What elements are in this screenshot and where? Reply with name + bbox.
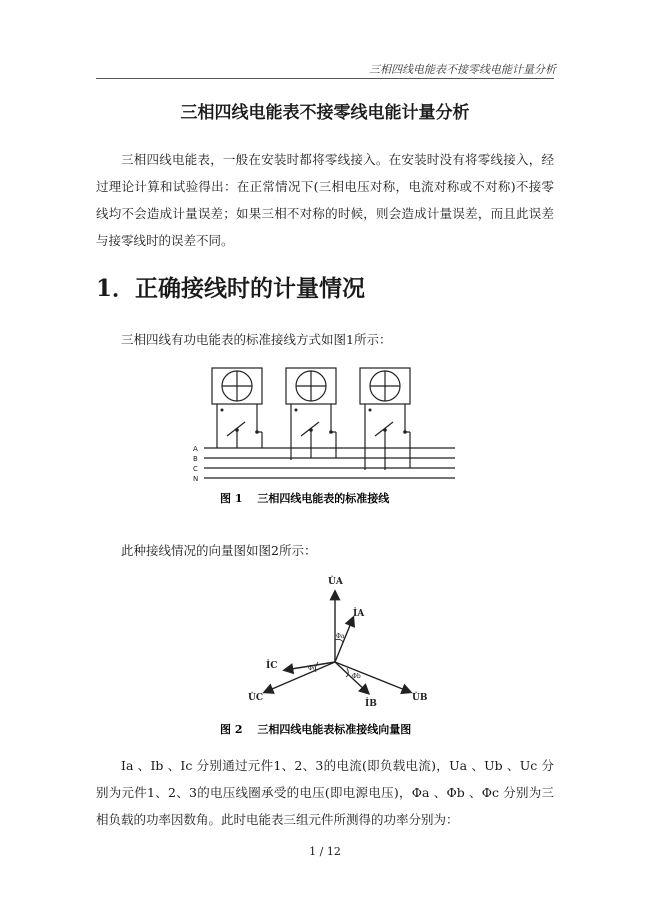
meter-element-1 xyxy=(212,368,262,448)
label-ub: U̇B xyxy=(412,693,428,703)
meter-element-3 xyxy=(360,368,410,470)
label-uc: U̇C xyxy=(248,693,264,703)
wiring-diagram-figure xyxy=(190,360,455,510)
figure1-intro: 三相四线有功电能表的标准接线方式如图1所示： xyxy=(121,332,392,347)
line-label-a: A xyxy=(193,445,198,453)
figure1-caption: 图 1 三相四线电能表的标准接线 xyxy=(220,492,390,505)
meter-element-2 xyxy=(286,368,336,460)
label-phic: Φc xyxy=(308,665,317,672)
line-label-n: N xyxy=(193,475,199,483)
label-phia: Φa xyxy=(336,633,345,640)
line-label-c: C xyxy=(193,465,198,473)
vector-diagram-figure xyxy=(210,570,460,740)
vector-ia xyxy=(335,618,353,662)
figure2-intro: 此种接线情况的向量图如图2所示： xyxy=(121,543,317,558)
label-ib: İB xyxy=(365,699,377,709)
label-ic: İC xyxy=(266,661,278,671)
figure2-caption: 图 2 三相四线电能表标准接线向量图 xyxy=(220,723,412,736)
currents-paragraph: Ia 、Ib 、Ic 分别通过元件1、2、3的电流(即负载电流)，Ua 、Ub 、Uc 分别为元件1、2、3的电压线圈承受的电压(即电源电压)，Φa 、Φb 、Φc 分别为三相负载的功率因数角。此时电能表三组元件所测得的功率分别为： xyxy=(96,758,554,827)
page-number: 1 / 12 xyxy=(309,845,341,858)
label-phib: Φb xyxy=(352,673,361,680)
running-header: 三相四线电能表不接零线电能计量分析 xyxy=(369,63,556,76)
line-label-b: B xyxy=(193,455,198,463)
header-rule xyxy=(96,78,554,79)
label-ua: U̇A xyxy=(328,577,343,587)
intro-paragraph: 三相四线电能表，一般在安装时都将零线接入。在安装时没有将零线接入，经过理论计算和试验得出：在正常情况下(三相电压对称，电流对称或不对称)不接零线均不会造成计量误差；如果三相不对称的时候，则会造成计量误差，而且此误差与接零线时的误差不同。 xyxy=(96,152,554,248)
label-ia: İA xyxy=(353,609,365,619)
page-title: 三相四线电能表不接零线电能计量分析 xyxy=(180,103,470,123)
section-heading: 1．正确接线时的计量情况 xyxy=(96,275,366,302)
